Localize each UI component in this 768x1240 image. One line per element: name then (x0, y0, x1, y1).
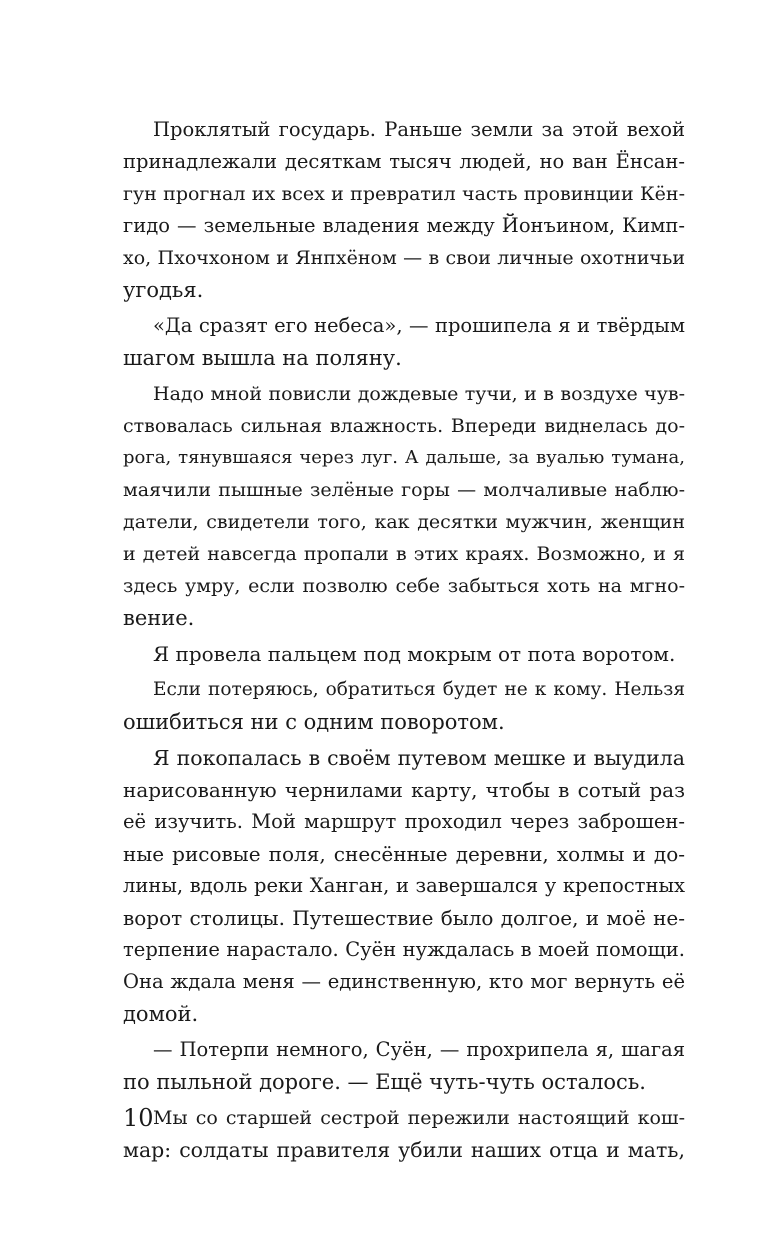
text-line: Надо мной повисли дождевые тучи, и в воздухе чув- (153, 383, 685, 405)
paragraph (123, 114, 685, 306)
text-line: Если потеряюсь, обратиться будет не к кому. Нельзя (153, 679, 685, 700)
text-line: мар: солдаты правителя убили наших отца и мать, (123, 1138, 685, 1162)
text-line: угодья. (123, 278, 204, 302)
text-line: Я провела пальцем под мокрым от пота воротом. (153, 642, 676, 666)
paragraph (123, 310, 685, 374)
text-line: датели, свидетели того, как десятки мужчин, женщин (123, 511, 685, 533)
paragraph (123, 638, 685, 670)
text-line: ствовалась сильная влажность. Впереди виднелась до- (123, 415, 685, 437)
text-line: — Потерпи немного, Суён, — прохрипела я, шагая (153, 1038, 685, 1061)
text-line: Мы со старшей сестрой пережили настоящий кош- (153, 1107, 685, 1129)
text-line: лины, вдоль реки Ханган, и завершался у крепостных (123, 874, 685, 897)
paragraph (123, 1034, 685, 1098)
text-line: маячили пышные зелёные горы — молчаливые наблю- (123, 479, 685, 501)
paragraph (123, 742, 685, 1030)
text-line: Я покопалась в своём путевом мешке и выудила (153, 746, 685, 770)
text-line: гидо — земельные владения между Йонъином, Кимп- (123, 214, 685, 237)
text-line: и детей навсегда пропали в этих краях. Возможно, и я (123, 543, 685, 565)
text-line: «Да сразят его небеса», — прошипела я и твёрдым (153, 314, 685, 337)
text-line: по пыльной дороге. — Ещё чуть-чуть осталось. (123, 1070, 646, 1094)
text-line: Она ждала меня — единственную, кто мог вернуть её (123, 970, 685, 993)
text-line: терпение нарастало. Суён нуждалась в моей помощи. (123, 938, 685, 961)
paragraph (123, 1102, 685, 1166)
text-line: Проклятый государь. Раньше земли за этой вехой (153, 118, 685, 141)
text-line: шагом вышла на поляну. (123, 346, 402, 370)
text-line: принадлежали десяткам тысяч людей, но ван Ёнсан- (123, 150, 685, 173)
paragraph (123, 378, 685, 634)
paragraph (123, 674, 685, 738)
text-line: ные рисовые поля, снесённые деревни, холмы и до- (123, 842, 685, 866)
page-number: 10 (123, 1104, 154, 1132)
text-line: ошибиться ни с одним поворотом. (123, 710, 505, 734)
text-line: здесь умру, если позволю себе забыться хоть на мгно- (123, 575, 685, 597)
text-line: рога, тянувшаяся через луг. А дальше, за вуалью тумана, (123, 447, 685, 468)
body-text (123, 114, 685, 1166)
text-line: гун прогнал их всех и превратил часть провинции Кён- (123, 183, 685, 205)
text-line: домой. (123, 1002, 199, 1026)
text-line: хо, Пхочхоном и Янпхёном — в свои личные охотничьи (123, 247, 685, 269)
text-line: нарисованную чернилами карту, чтобы в сотый раз (123, 778, 685, 802)
text-line: ворот столицы. Путешествие было долгое, и моё не- (123, 906, 685, 930)
text-line: её изучить. Мой маршрут проходил через заброшен- (123, 810, 685, 833)
text-line: вение. (123, 606, 195, 630)
